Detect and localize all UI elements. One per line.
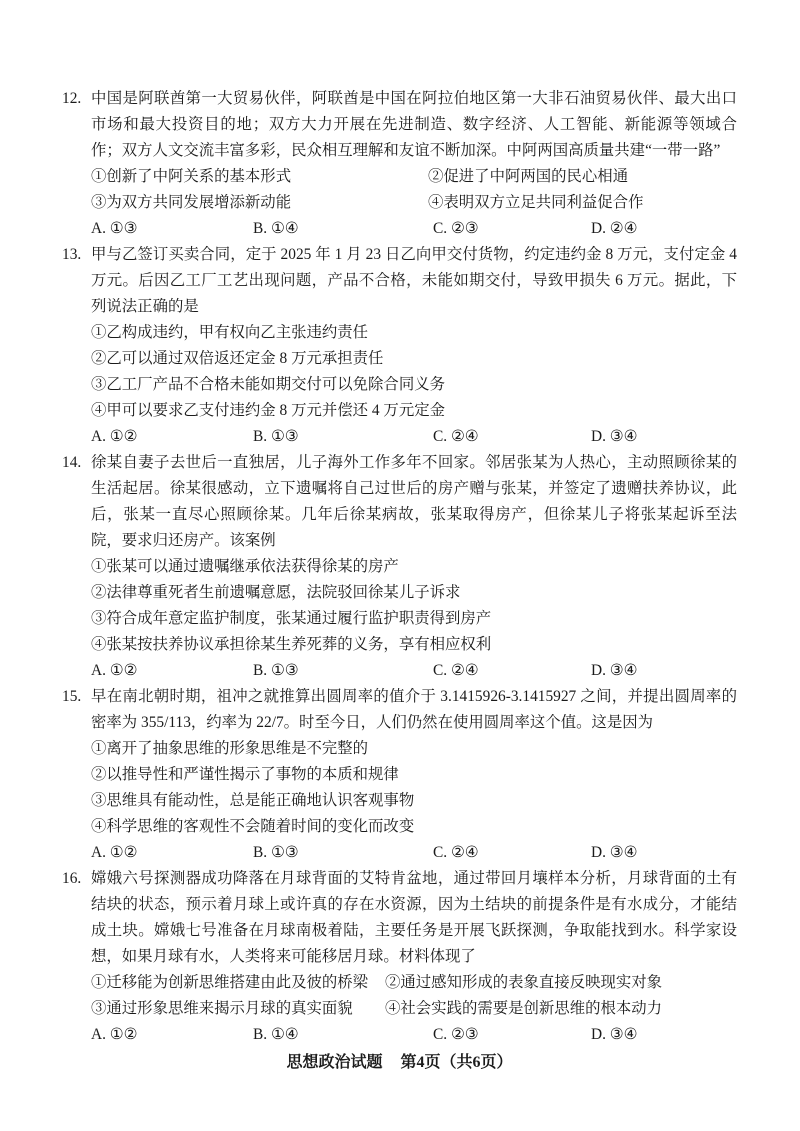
question-12-choice-c: C. ②③ xyxy=(433,220,479,237)
question-12-option-3: ③为双方共同发展增添新动能 xyxy=(91,194,292,211)
question-14-option-2: ②法律尊重死者生前遗嘱意愿，法院驳回徐某儿子诉求 xyxy=(91,584,461,601)
footer-page-info: 第4页（共6页） xyxy=(400,1054,513,1071)
question-14-choice-b: B. ①③ xyxy=(253,662,299,679)
question-16 xyxy=(62,866,737,1048)
question-15-choice-d: D. ③④ xyxy=(591,844,638,861)
question-12-option-1: ①创新了中阿关系的基本形式 xyxy=(91,168,292,185)
question-16-option-4: ④社会实践的需要是创新思维的根本动力 xyxy=(385,1000,663,1017)
question-14-number: 14. xyxy=(62,454,82,471)
question-16-number: 16. xyxy=(62,870,82,887)
question-13-stem: 甲与乙签订买卖合同，定于 2025 年 1 月 23 日乙向甲交付货物，约定违约金 8 万元，支付定金 4 万元。后因乙工厂工艺出现问题，产品不合格，未能如期交付，导致甲损失 6 万元。据此，下列说法正确的是 xyxy=(91,246,737,315)
question-14-option-3: ③符合成年意定监护制度，张某通过履行监护职责得到房产 xyxy=(91,610,492,627)
footer-doc-title: 思想政治试题 xyxy=(286,1054,383,1071)
question-14-choice-d: D. ③④ xyxy=(591,662,638,679)
question-13-choice-c: C. ②④ xyxy=(433,428,479,445)
question-16-choice-a: A. ①② xyxy=(91,1026,138,1043)
question-15-option-3: ③思维具有能动性，总是能正确地认识客观事物 xyxy=(91,792,415,809)
question-14-option-1: ①张某可以通过遗嘱继承依法获得徐某的房产 xyxy=(91,558,399,575)
question-16-choice-b: B. ①④ xyxy=(253,1026,299,1043)
question-13-option-4: ④甲可以要求乙支付违约金 8 万元并偿还 4 万元定金 xyxy=(91,402,445,419)
question-15-number: 15. xyxy=(62,688,82,705)
question-13-choice-d: D. ③④ xyxy=(591,428,638,445)
question-16-choices xyxy=(91,1022,737,1048)
question-14-choice-c: C. ②④ xyxy=(433,662,479,679)
question-16-choice-c: C. ②③ xyxy=(433,1026,479,1043)
question-12-stem: 中国是阿联酋第一大贸易伙伴，阿联酋是中国在阿拉伯地区第一大非石油贸易伙伴、最大出口市场和最大投资目的地；双方大力开展在先进制造、数字经济、人工智能、新能源等领域合作；双方人文交流丰富多彩，民众相互理解和友谊不断加深。中阿两国高质量共建“一带一路” xyxy=(91,90,737,159)
question-15-choices xyxy=(91,840,737,866)
page-footer xyxy=(62,1050,737,1076)
question-12 xyxy=(62,86,737,242)
question-15-choice-b: B. ①③ xyxy=(253,844,299,861)
question-13-option-2: ②乙可以通过双倍返还定金 8 万元承担责任 xyxy=(91,350,384,367)
question-15-option-4: ④科学思维的客观性不会随着时间的变化而改变 xyxy=(91,818,415,835)
question-16-option-2: ②通过感知形成的表象直接反映现实对象 xyxy=(385,974,663,991)
question-16-option-1: ①迁移能为创新思维搭建由此及彼的桥梁 xyxy=(91,974,369,991)
question-13-option-3: ③乙工厂产品不合格未能如期交付可以免除合同义务 xyxy=(91,376,445,393)
question-16-option-row-2 xyxy=(91,996,737,1022)
question-15-choice-c: C. ②④ xyxy=(433,844,479,861)
question-13-option-1: ①乙构成违约，甲有权向乙主张违约责任 xyxy=(91,324,369,341)
question-14-choices xyxy=(91,658,737,684)
question-15 xyxy=(62,684,737,866)
question-16-option-row-1 xyxy=(91,970,737,996)
question-12-option-4: ④表明双方立足共同利益促合作 xyxy=(428,194,644,211)
question-12-choice-d: D. ②④ xyxy=(591,220,638,237)
question-15-choice-a: A. ①② xyxy=(91,844,138,861)
question-12-option-2: ②促进了中阿两国的民心相通 xyxy=(428,168,629,185)
question-15-option-2: ②以推导性和严谨性揭示了事物的本质和规律 xyxy=(91,766,399,783)
question-13-number: 13. xyxy=(62,246,82,263)
question-13-choice-b: B. ①③ xyxy=(253,428,299,445)
question-12-choice-b: B. ①④ xyxy=(253,220,299,237)
question-15-option-1: ①离开了抽象思维的形象思维是不完整的 xyxy=(91,740,369,757)
question-14 xyxy=(62,450,737,684)
question-12-number: 12. xyxy=(62,90,82,107)
question-12-choices xyxy=(91,216,737,242)
question-13 xyxy=(62,242,737,450)
question-12-option-row-1 xyxy=(91,164,737,190)
question-13-choice-a: A. ①② xyxy=(91,428,138,445)
question-16-option-3: ③通过形象思维来揭示月球的真实面貌 xyxy=(91,1000,353,1017)
question-13-choices xyxy=(91,424,737,450)
question-16-stem: 嫦娥六号探测器成功降落在月球背面的艾特肯盆地，通过带回月壤样本分析，月球背面的土有结块的状态，预示着月球上或许真的存在水资源，因为土结块的前提条件是有水成分，才能结成土块。嫦娥七号准备在月球南极着陆，主要任务是开展飞跃探测，争取能找到水。科学家设想，如果月球有水，人类将来可能移居月球。材料体现了 xyxy=(91,870,737,965)
question-14-stem: 徐某自妻子去世后一直独居，儿子海外工作多年不回家。邻居张某为人热心，主动照顾徐某的生活起居。徐某很感动，立下遗嘱将自己过世后的房产赠与张某，并签定了遗赠扶养协议，此后，张某一直尽心照顾徐某。几年后徐某病故，张某取得房产，但徐某儿子将张某起诉至法院，要求归还房产。该案例 xyxy=(91,454,737,549)
question-14-choice-a: A. ①② xyxy=(91,662,138,679)
question-16-choice-d: D. ③④ xyxy=(591,1026,638,1043)
question-12-choice-a: A. ①③ xyxy=(91,220,138,237)
question-15-stem: 早在南北朝时期，祖冲之就推算出圆周率的值介于 3.1415926-3.1415927 之间，并提出圆周率的密率为 355/113，约率为 22/7。时至今日，人们仍然在使用圆周率这个值。这是因为 xyxy=(91,688,737,731)
question-14-option-4: ④张某按扶养协议承担徐某生养死葬的义务，享有相应权利 xyxy=(91,636,492,653)
question-12-option-row-2 xyxy=(91,190,737,216)
